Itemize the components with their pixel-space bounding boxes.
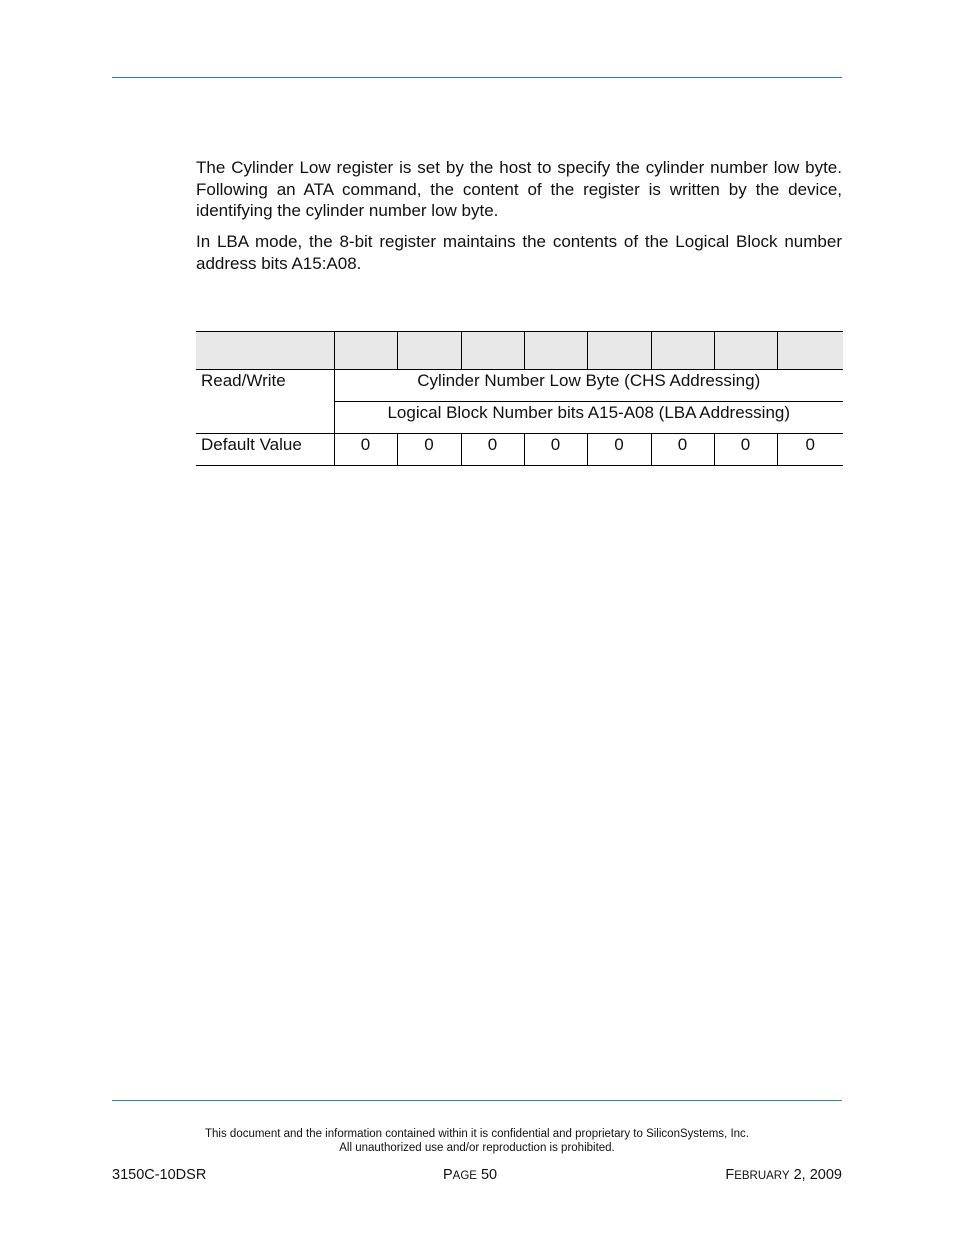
confidentiality-line-2: All unauthorized use and/or reproduction is prohibited.: [339, 1141, 615, 1154]
default-bit-value: 0: [777, 434, 843, 466]
header-cell-bit: [334, 332, 397, 370]
default-bit-value: 0: [524, 434, 587, 466]
header-cell-bit: [587, 332, 651, 370]
default-bit-value: 0: [397, 434, 461, 466]
date-month-rest: EBRUARY: [734, 1170, 790, 1182]
default-value-row: [196, 434, 843, 466]
read-write-label: Read/Write: [201, 371, 286, 390]
header-cell-bit: [397, 332, 461, 370]
document-date: [725, 1167, 842, 1183]
paragraph-lba-mode: In LBA mode, the 8-bit register maintains the contents of the Logical Block number address bits A15:A08.: [196, 232, 842, 273]
footer-rule: [112, 1100, 842, 1101]
header-cell-bit: [714, 332, 777, 370]
lba-row: [196, 402, 843, 434]
page-number: [443, 1167, 497, 1183]
header-cell-bit: [651, 332, 714, 370]
confidentiality-notice: [112, 1128, 842, 1155]
read-write-row: [196, 370, 843, 402]
header-cell-bit: [461, 332, 524, 370]
default-bit-value: 0: [334, 434, 397, 466]
date-initial: F: [725, 1167, 735, 1183]
page-prefix-initial: P: [443, 1167, 453, 1183]
register-header-row: [196, 332, 843, 370]
header-cell-bit: [524, 332, 587, 370]
header-cell-label: [196, 332, 334, 370]
lba-row-label: [196, 402, 334, 434]
default-bit-value: 0: [461, 434, 524, 466]
paragraph-cylinder-low: The Cylinder Low register is set by the host to specify the cylinder number low byte. Following an ATA command, the content of the register is written by the device, identifying the cylinder number low byte.: [196, 158, 842, 220]
default-bit-value: 0: [587, 434, 651, 466]
lba-addressing-value: Logical Block Number bits A15-A08 (LBA Addressing): [334, 402, 843, 434]
date-tail: 2, 2009: [789, 1167, 842, 1183]
header-rule: [112, 77, 842, 78]
document-number: 3150C-10DSR: [112, 1167, 207, 1183]
page-prefix-rest: AGE: [452, 1170, 477, 1182]
header-cell-bit: [777, 332, 843, 370]
chs-addressing-value: Cylinder Number Low Byte (CHS Addressing): [334, 370, 843, 402]
page-number-value: 50: [476, 1167, 498, 1183]
default-bit-value: 0: [651, 434, 714, 466]
confidentiality-line-1: This document and the information contained within it is confidential and proprietary to SiliconSystems, Inc.: [205, 1128, 749, 1140]
register-table: [196, 331, 843, 466]
default-bit-value: 0: [714, 434, 777, 466]
default-value-label: Default Value: [196, 434, 334, 466]
